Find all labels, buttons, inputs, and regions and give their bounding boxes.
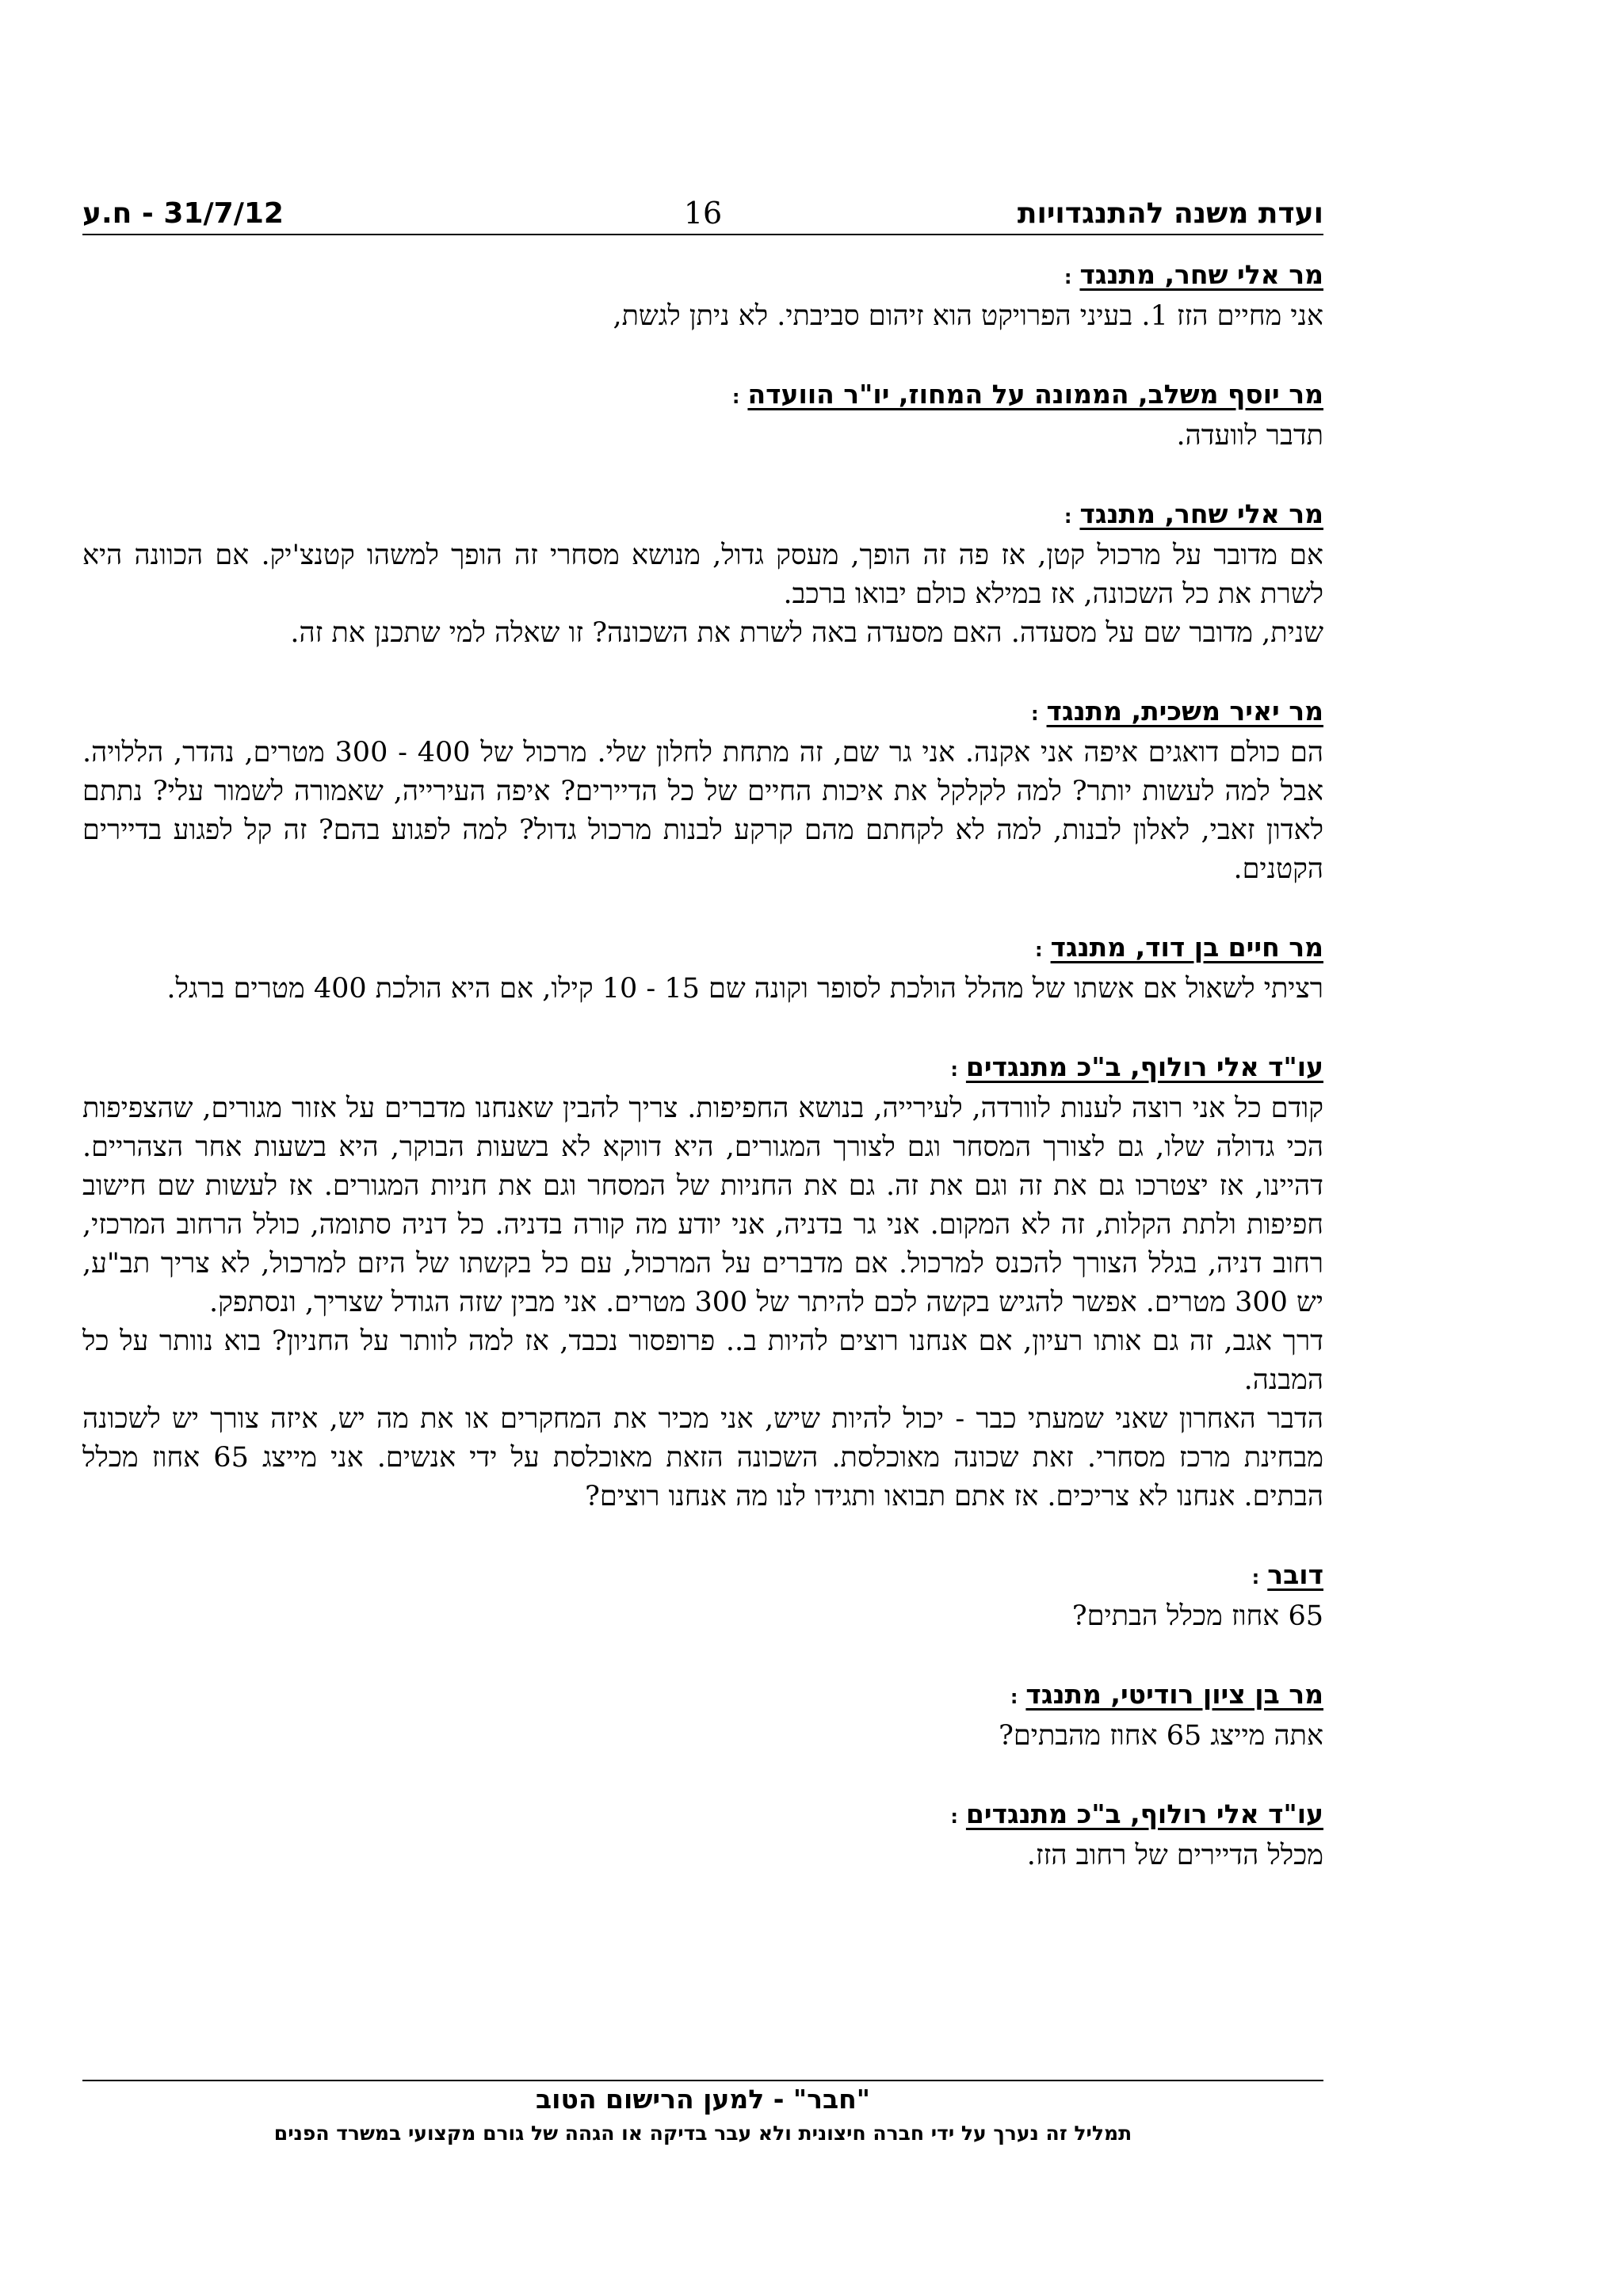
page-number: 16 bbox=[683, 196, 723, 231]
footer-title: "חבר" - למען הרישום הטוב bbox=[536, 2084, 870, 2115]
transcript-body bbox=[82, 255, 1323, 1914]
speaker-block bbox=[82, 1675, 1323, 1756]
committee-title: ועדת משנה להתנגדויות bbox=[1017, 196, 1323, 230]
speech-paragraph: 65 אחוז מכלל הבתים? bbox=[1071, 1600, 1323, 1632]
speaker-line bbox=[82, 375, 1323, 417]
speaker-block bbox=[82, 255, 1323, 336]
speech-paragraph: דרך אגב, זה גם אותו רעיון, אם אנחנו רוצים להיות ב.. פרופסור נכבד, אז למה לוותר על החניון? בוא נוותר על כל המבנה. bbox=[82, 1325, 1323, 1396]
speaker-block bbox=[82, 375, 1323, 456]
speaker-line bbox=[82, 928, 1323, 970]
speech-paragraph: קודם כל אני רוצה לענות לוורדה, לעירייה, בנושא החפיפות. צריך להבין שאנחנו מדברים על אזור מגורים, שהצפיפות הכי גדולה שלו, גם לצורך המסחר וגם לצורך המגורים, היא דווקא לא בשעות הבוקר, היא בשעות אחר הצהריים. דהיינו, אז יצטרכו גם את זה וגם את זה. גם את החניות של המסחר וגם את חניות המגורים. אז לעשות שם חישוב חפיפות ולתת הקלות, זה לא המקום. אני גר בדניה, אני יודע מה קורה בדניה. כל דניה סתומה, כולל הרחוב המרכזי, רחוב דניה, בגלל הצורך להכנס למרכול. אם מדברים על המרכול, עם כל בקשתו של היזם למרכול, לא צריך תב"ע, יש 300 מטרים. אפשר להגיש בקשה לכם להיתר של 300 מטרים. אני מבין שזה הגודל שצריך, ונסתפק. bbox=[82, 1093, 1323, 1318]
speech-paragraph: אתה מייצג 65 אחוז מהבתים? bbox=[999, 1720, 1323, 1752]
speaker-block bbox=[82, 1555, 1323, 1636]
speaker-block bbox=[82, 1794, 1323, 1875]
speaker-name: מר אלי שחר, מתנגד bbox=[1079, 259, 1323, 290]
speaker-colon: : bbox=[731, 386, 740, 408]
speaker-block bbox=[82, 1047, 1323, 1516]
speaker-colon: : bbox=[950, 1058, 958, 1081]
footer-disclaimer: תמליל זה נערך על ידי חברה חיצונית ולא עבר בדיקה או הגהה של גורם מקצועי במשרד הפנים bbox=[273, 2122, 1132, 2145]
speaker-colon: : bbox=[950, 1806, 958, 1828]
speaker-colon: : bbox=[1034, 939, 1043, 961]
speaker-name: מר בן ציון רודיטי, מתנגד bbox=[1025, 1679, 1323, 1710]
speaker-line bbox=[82, 692, 1323, 734]
speech-paragraph: הם כולם דואגים איפה אני אקנה. אני גר שם, זה מתחת לחלון שלי. מרכול של 400 - 300 מטרים, נהדר, הללויה. אבל למה לעשות יותר? למה לקלקל את איכות החיים של כל הדיירים? איפה העירייה, שאמורה לשמור עלי? נתתם לאדון זאבי, לאלון לבנות, למה לא לקחתם מהם קרקע לבנות מרכול גדול? למה לפגוע בהם? זה קל לפגוע בדיירים הקטנים. bbox=[82, 737, 1323, 885]
speaker-colon: : bbox=[1010, 1686, 1018, 1708]
speech-paragraph: הדבר האחרון שאני שמעתי כבר - יכול להיות שיש, אני מכיר את המחקרים או את מה יש, איזה צורך יש לשכונה מבחינת מרכז מסחרי. זאת שכונה מאוכלסת. השכונה הזאת מאוכלסת על ידי אנשים. אני מייצג 65 אחוז מכלל הבתים. אנחנו לא צריכים. אז אתם תבואו ותגידו לנו מה אנחנו רוצים? bbox=[82, 1403, 1323, 1512]
speaker-line bbox=[82, 1047, 1323, 1089]
speech-paragraph: אם מדובר על מרכול קטן, אז פה זה הופך, מעסק גדול, מנושא מסחרי זה הופך למשהו קטנצ'יק. אם הכוונה היא לשרת את כל השכונה, אז במילא כולם יבואו ברכב. bbox=[82, 540, 1323, 610]
speaker-line bbox=[82, 1555, 1323, 1597]
speaker-name: עו"ד אלי רולוף, ב"כ מתנגדים bbox=[965, 1051, 1323, 1082]
date-code: 31/7/12 - ח.ע bbox=[82, 196, 284, 230]
speaker-line bbox=[82, 494, 1323, 536]
speaker-name: מר חיים בן דוד, מתנגד bbox=[1050, 932, 1323, 963]
speech-paragraph: תדבר לוועדה. bbox=[1176, 420, 1323, 452]
speaker-colon: : bbox=[1030, 703, 1039, 725]
speaker-colon: : bbox=[1064, 266, 1072, 288]
speaker-colon: : bbox=[1064, 505, 1072, 528]
speech-paragraph: רציתי לשאול אם אשתו של מהלל הולכת לסופר וקונה שם 15 - 10 קילו, אם היא הולכת 400 מטרים ברגל. bbox=[166, 973, 1323, 1005]
speech-paragraph: שנית, מדובר שם על מסעדה. האם מסעדה באה לשרת את השכונה? זו שאלה למי שתכנן את זה. bbox=[290, 617, 1323, 649]
speaker-block bbox=[82, 692, 1323, 889]
speaker-name: מר יאיר משכית, מתנגד bbox=[1046, 696, 1323, 727]
speaker-line bbox=[82, 1794, 1323, 1836]
speaker-name: דובר bbox=[1267, 1559, 1323, 1590]
speaker-colon: : bbox=[1251, 1566, 1260, 1589]
page-header bbox=[82, 193, 1323, 235]
speech-paragraph: אני מחיים הזז 1. בעיני הפרויקט הוא זיהום סביבתי. לא ניתן לגשת, bbox=[613, 300, 1323, 332]
footer-divider bbox=[82, 2080, 1323, 2081]
speaker-line bbox=[82, 255, 1323, 297]
speaker-name: עו"ד אלי רולוף, ב"כ מתנגדים bbox=[965, 1798, 1323, 1829]
speaker-block bbox=[82, 494, 1323, 653]
speaker-line bbox=[82, 1675, 1323, 1717]
speaker-block bbox=[82, 928, 1323, 1009]
speaker-name: מר יוסף משלב, הממונה על המחוז, יו"ר הוועדה bbox=[747, 379, 1323, 410]
speaker-name: מר אלי שחר, מתנגד bbox=[1079, 498, 1323, 529]
speech-paragraph: מכלל הדיירים של רחוב הזז. bbox=[1026, 1840, 1323, 1871]
